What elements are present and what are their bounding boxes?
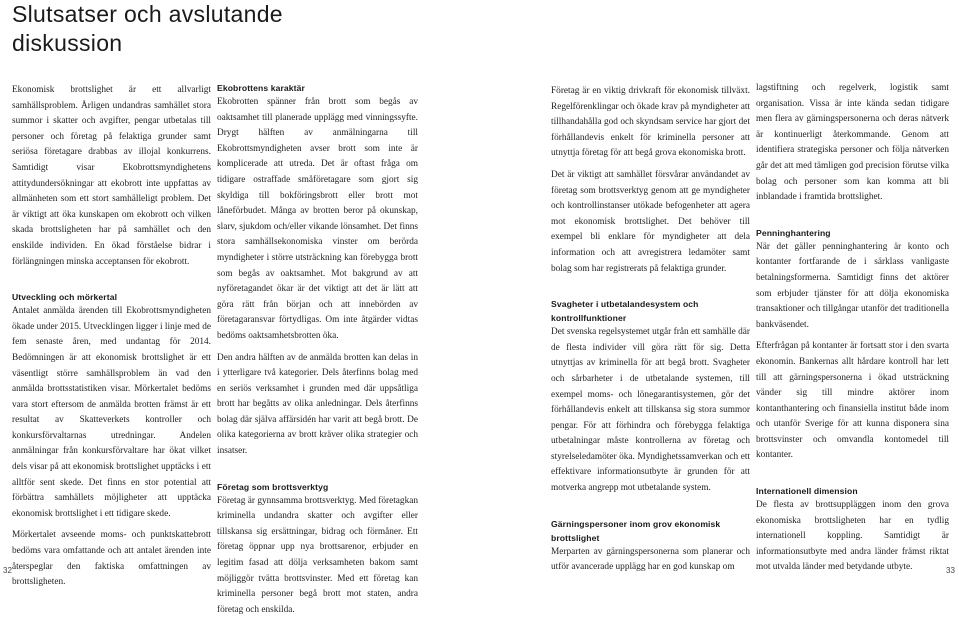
section-heading: Svagheter i utbetalandesystem och kontrollfunktioner	[551, 299, 699, 324]
paragraph: Efterfrågan på kontanter är fortsatt stor i den svarta ekonomin. Bankernas allt hårdare kontroll har lett till att gärningspersonerna i ökad utsträckning vänder sig till mindre aktörer inom kontanthantering och finansiella institut både inom och utanför Sverige för att kunna disponera sina brottsvinster och omvandla kontomedel till kontanter.	[756, 341, 949, 461]
section-heading: Ekobrottens karaktär	[217, 83, 305, 93]
paragraph: Den andra hälften av de anmälda brotten kan delas in i ytterligare två kategorier. Dels återfinns bolag med en seriös verksamhet i grunden med där uppsåtliga brott har begåtts av olika anledningar. Dels återfinns bolag där själva affärsidén har varit att begå brott. De olika kategorierna av brott kräver olika strategier och insatser.	[217, 352, 418, 457]
paragraph: De flesta av brottsuppläggen inom den grova ekonomiska brottsligheten har en tydlig internationell koppling. Samtidigt är informationsutbyte med andra länder främst riktat mot utvalda länder med betydande utbyte.	[756, 500, 949, 573]
title-line-2: diskussion	[12, 30, 123, 56]
paragraph: Antalet anmälda ärenden till Ekobrottsmyndigheten ökade under 2015. Utvecklingen ligger i linje med de fem senaste åren, med undantag för 2014. Bedömningen är att ekonomisk brottslighet är ett väsentligt större samhällsproblem än vad den anmälda brottsstatistiken visar. Mörkertalet bedöms vara stort eftersom de anmälda brotten främst är ett resultat av Skatteverkets kontroller och konkursförvaltarnas utredningar. Andelen anmälningar från konkursförvaltare har ökat vilket dels visar på att ekonomisk brottslighet upptäcks i ett alltför sent skede. Det finns en stor potential att förbättra samhällets möjligheter att upptäcka ekonomisk brottslighet i ett tidigare skede.	[12, 306, 211, 519]
paragraph: Merparten av gärningspersonerna som planerar och utför avancerade upplägg har en god kunskap om	[551, 546, 750, 573]
column-4	[756, 81, 949, 582]
paragraph: Företag är gynnsamma brottsverktyg. Med företagkan kriminella undandra skatter och avgifter eller tillskansa sig ersättningar, bidrag och förmåner. Ett företag öppnar upp nya brottsarenor, erbjuder en legitim fasad att dölja verksamheten bakom samt möjliggör tvätta brottsvinster. Med ett företag kan kriminella personer begå brott mot staten, andra företag och enskilda.	[217, 495, 418, 615]
section-heading: Utveckling och mörkertal	[12, 292, 118, 303]
paragraph: När det gäller penninghantering är konto och kontanter fortfarande de i särklass vanligaste betalningsformerna. Samtidigt finns det aktörer som erbjuder tjänster för att dölja ekonomiska transaktioner och tillgångar utanför det traditionella bankväsendet.	[756, 241, 949, 330]
column-3	[551, 84, 750, 582]
page-number-right: 33	[946, 566, 955, 575]
paragraph: Mörkertalet avseende moms- och punktskattebrott bedöms vara omfattande och att antalet ärenden inte återspeglar den faktiska omfattningen av brottsligheten.	[12, 530, 211, 588]
page-number-left: 32	[3, 566, 12, 575]
section-heading: Internationell dimension	[756, 486, 858, 497]
section-heading: Företag som brottsverktyg	[217, 481, 329, 492]
paragraph: Det svenska regelsystemet utgår från ett samhälle där de flesta individer vill göra rätt för sig. Detta utnyttjas av kriminella för att begå brott. Svagheter och sårbarheter i de utbetalande systemen, till exempel moms- och lönegarantisystemen, gör det förhållandevis enkelt att tillskansa sig stora summor pengar. För att förhindra och förebygga felaktiga utbetalningar måste kontrollerna av företag och styrelseledamöter öka. Myndighetssamverkan och ett effektivare informationsutbyte är grunden för att motverka angrepp mot utbetalande system.	[551, 327, 750, 494]
page-title	[12, 0, 283, 58]
column-2	[217, 81, 418, 624]
title-line-1: Slutsatser och avslutande	[12, 1, 283, 27]
paragraph: Ekonomisk brottslighet är ett allvarligt samhällsproblem. Årligen undandras samhället stora summor i skatter och avgifter, pengar utbetalas till personer och företag på felaktiga grunder samt seriösa företagare drabbas av illojal konkurrens. Samtidigt visar Ekobrottsmyndighetens attitydundersökningar att ekobrott inte uppfattas av allmänheten som ett stort samhälleligt problem. Det är viktigt att öka kunskapen om ekobrott och vilken skada brottsligheten har på samhället och den enskilde individen. En ökad förståelse bidrar i förlängningen minska acceptansen för ekobrott.	[12, 85, 211, 267]
section-heading: Gärningspersoner inom grov ekonomisk brottslighet	[551, 518, 721, 543]
paragraph: Ekobrotten spänner från brott som begås av oaktsamhet till planerade upplägg med vinningssyfte. Drygt hälften av anmälningarna till Ekobrottsmyndigheten avser brott som inte är komplicerade att utreda. Det är oftast fråga om tidigare ostraffade småföretagare som gjort sig skyldiga till bokföringsbrott eller brott mot låneförbudet. Många av brotten beror på okunskap, slarv, sjukdom och/eller vikande lönsamhet. Det finns stora samhällsekonomiska vinster om berörda myndigheter i större utsträckning kan förebygga brott som begås av oaktsamhet. Mot bakgrund av att nyföretagandet ökar är det viktigt att det är lätt att göra rätt från början och att innebörden av företagaransvar förtydligas. Om inte åtgärder vidtas bedöms oaktsamhetsbrotten öka.	[217, 97, 418, 341]
column-1	[12, 83, 211, 597]
paragraph: lagstiftning och regelverk, logistik samt organisation. Vissa är inte kända sedan tidigare men flera av gärningspersonerna och deras nätverk är kontinuerligt återkommande. Genom att identifiera strategiska personer och följa nätverken går det att med tämligen god precision förutse vilka bolag och personer som kan komma att bli inblandade i framtida brottslighet.	[756, 83, 949, 203]
paragraph: Företag är en viktig drivkraft för ekonomisk tillväxt. Regelförenklingar och ökade krav på myndigheter att tillhandahålla god och skyndsam service har gjort det förhållandevis enkelt för kriminella personer att utnyttja företag för att begå grova ekonomiska brott.	[551, 86, 750, 159]
paragraph: Det är viktigt att samhället försvårar användandet av företag som brottsverktyg genom att ge myndigheter och kontrollinstanser utökade befogenheter att agera mot ekonomisk brottslighet. Det behöver till exempel bli enklare för myndigheter att dela information och att avregistrera ledamöter samt bolag som har registrerats på felaktiga grunder.	[551, 169, 750, 274]
section-heading: Penninghantering	[756, 227, 831, 238]
